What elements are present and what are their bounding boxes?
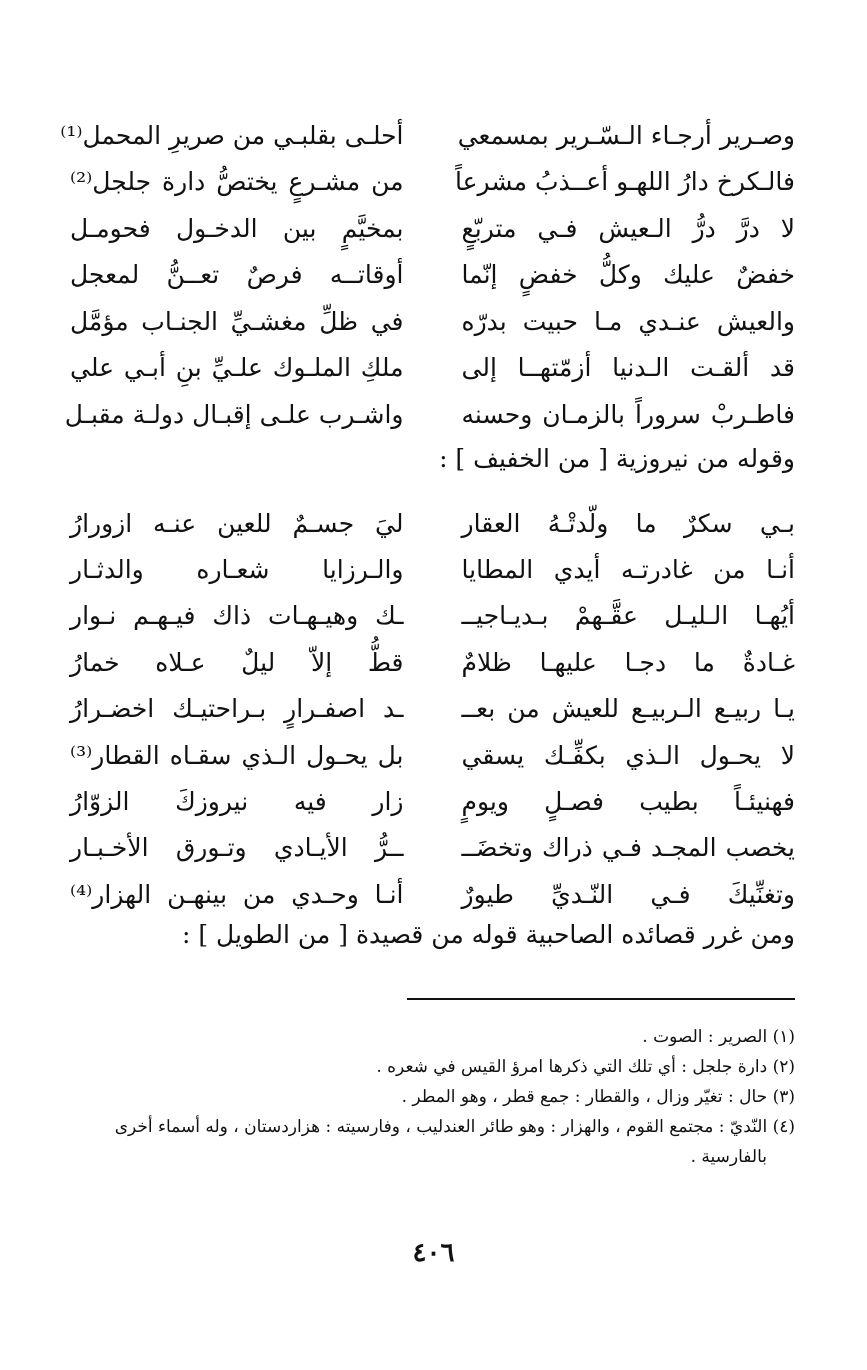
- verse-second-hemistich: ملكِ الملـوك علـيِّ بنِ أبـي علي: [70, 353, 404, 383]
- verse-first-hemistich: يخصب المجـد فـي ذراك وتخضَــ: [461, 833, 795, 863]
- verse-second-hemistich: قطُّ إلاّ ليلٌ عـلاه خمارُ: [70, 647, 404, 677]
- footnote: (٤) النّديّ : مجتمع القوم ، والهزار : وهو طائر العندليب ، وفارسيته : هزاردستان ، وله أسماء أخرى: [114, 1117, 795, 1137]
- poem-intro-line: ومن غرر قصائده الصاحبية قوله من قصيدة [ من الطويل ] :: [181, 920, 795, 949]
- poem-intro-line: وقوله من نيروزية [ من الخفيف ] :: [439, 444, 795, 473]
- verse-second-hemistich: زار فيه نيروزكَ الزوّارُ: [70, 787, 404, 817]
- verse-first-hemistich: غـادةٌ ما دجـا عليهـا ظلامٌ: [461, 647, 795, 677]
- verse-row: [70, 298, 795, 345]
- poem-section-1: [60, 112, 795, 438]
- footnote-continuation: بالفارسية .: [690, 1147, 767, 1167]
- verse-first-hemistich: فاطـربْ سروراً بالزمـان وحسنه: [461, 399, 795, 429]
- verse-second-hemistich: أحلـى بقلبـي من صريرِ المحمل⁽¹⁾: [60, 120, 404, 150]
- verse-first-hemistich: وصـرير أرجـاء الـسّـرير بمسمعي: [457, 120, 795, 150]
- footnote: (٢) دارة جلجل : أي تلك التي ذكرها امرؤ القيس في شعره .: [376, 1057, 795, 1077]
- footnote-separator: [407, 998, 795, 1000]
- verse-first-hemistich: لا يحـول الـذي بكفِّـك يسقي: [461, 740, 795, 770]
- verse-row: [70, 778, 795, 824]
- verse-row: [70, 639, 795, 685]
- verse-second-hemistich: من مشـرعٍ يختصُّ دارة جلجل⁽²⁾: [70, 167, 404, 197]
- verse-second-hemistich: واشـرب علـى إقبـال دولـة مقبـل: [64, 399, 404, 429]
- verse-first-hemistich: بـي سكرٌ ما ولّدتْـهُ العقار: [461, 508, 795, 538]
- verse-first-hemistich: أنـا من غادرتـه أيدي المطايا: [461, 555, 795, 585]
- verse-row: [70, 732, 795, 778]
- verse-first-hemistich: فهنيئـاً بطيب فصـلٍ ويومٍ: [461, 787, 795, 817]
- verse-first-hemistich: فالـكرخ دارُ اللهـو أعــذبُ مشرعاً: [455, 167, 795, 197]
- verse-row: [64, 391, 795, 438]
- verse-second-hemistich: أنـا وحـدي من بينهـن الهزار⁽⁴⁾: [70, 879, 404, 909]
- footnotes: [70, 1022, 795, 1172]
- verse-second-hemistich: بل يحـول الـذي سقـاه القطار⁽³⁾: [70, 740, 404, 770]
- verse-row: [70, 500, 795, 546]
- verse-first-hemistich: أيُهـا الـليـل عقَّـهمْ بـديـاجيــ: [461, 601, 795, 631]
- verse-row: [70, 686, 795, 732]
- verse-first-hemistich: قد ألقـت الـدنيا أزمّتهــا إلى: [461, 353, 795, 383]
- verse-second-hemistich: ـد اصفـرارٍ بـراحتيـك اخضـرارُ: [70, 694, 404, 724]
- poem-section-2: [70, 500, 795, 918]
- verse-first-hemistich: خفضٌ عليك وكلُّ خفضٍ إنّما: [461, 260, 795, 290]
- footnote: (١) الصرير : الصوت .: [642, 1027, 795, 1047]
- verse-row: [70, 593, 795, 639]
- verse-second-hemistich: في ظلِّ مغشـيِّ الجنـاب مؤمَّل: [70, 306, 404, 336]
- verse-row: [70, 871, 795, 917]
- verse-row: [70, 825, 795, 871]
- verse-row: [70, 345, 795, 392]
- verse-row: [70, 252, 795, 299]
- verse-second-hemistich: والـرزايا شعـاره والدثـار: [70, 555, 404, 585]
- verse-first-hemistich: لا درَّ درُّ الـعيش فـي متربّعٍ: [461, 213, 795, 243]
- verse-row: [70, 546, 795, 592]
- footnote: (٣) حال : تغيّر وزال ، والقطار : جمع قطر ، وهو المطر .: [401, 1087, 795, 1107]
- verse-second-hemistich: بمخيَّمٍ بين الدخـول فحومـل: [70, 213, 404, 243]
- verse-first-hemistich: وتغنِّيكَ فـي النّـديِّ طيورٌ: [461, 879, 795, 909]
- verse-first-hemistich: يـا ربيـع الـربيـع للعيش من بعــ: [461, 694, 795, 724]
- page-number: ٤٠٦: [412, 1238, 455, 1268]
- verse-row: [70, 159, 795, 206]
- verse-row: [70, 205, 795, 252]
- verse-row: [60, 112, 795, 159]
- verse-first-hemistich: والعيش عنـدي مـا حبيت بدرّه: [461, 306, 795, 336]
- verse-second-hemistich: ليَ جسـمٌ للعين عنـه ازورارُ: [70, 508, 404, 538]
- verse-second-hemistich: ــرُّ الأيـادي وتـورق الأخـبـار: [70, 833, 404, 863]
- verse-second-hemistich: ـك وهيـهـات ذاك فيـهـم نـوار: [70, 601, 404, 631]
- verse-second-hemistich: أوقاتــه فرصٌ تعــنُّ لمعجل: [70, 260, 404, 290]
